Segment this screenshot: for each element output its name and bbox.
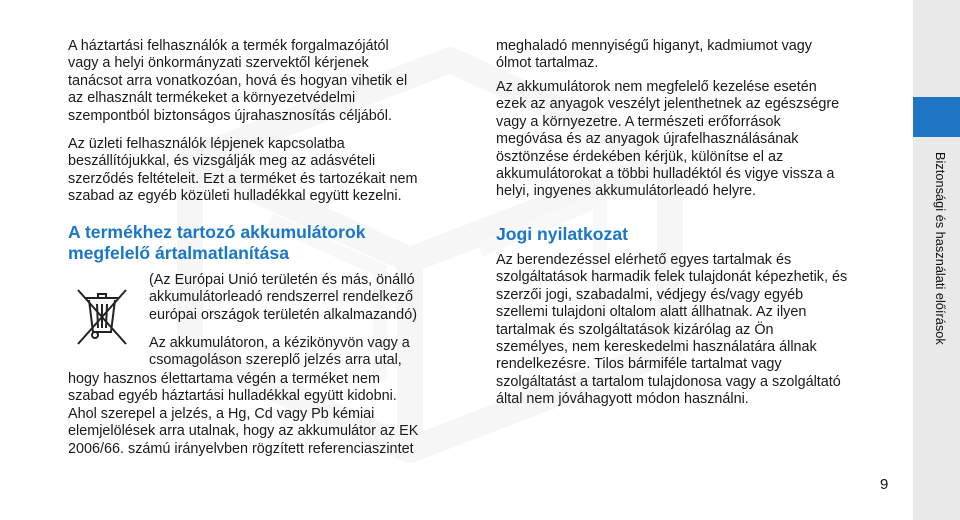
text-line: rendelkezésre. Tilos bármiféle tartalmat vagy <box>496 356 782 373</box>
paragraph-marking <box>68 371 418 458</box>
heading-line: megfelelő ártalmatlanítása <box>68 243 289 263</box>
text-line: szellemi tulajdoni oltalom alatt állhatnak. Az ilyen <box>496 304 807 321</box>
text-line: 2006/66. számú irányelvben rögzített referenciaszintet <box>68 440 414 457</box>
text-line: szabad az egyéb közületi hulladékkal együtt kezelni. <box>68 188 402 205</box>
paragraph-legal-notice <box>496 252 847 409</box>
text-line: tartalmak és szolgáltatások kizárólag az Ön <box>496 321 774 338</box>
text-line: szabad egyéb háztartási hulladékkal együtt kidobni. <box>68 388 397 405</box>
text-line: az elhasznált termékeket a környezetvédelmi <box>68 90 356 107</box>
text-line: helyi, ingyenes akkumulátorleadó helyre. <box>496 183 756 200</box>
text-line: vagy a helyi önkormányzati szervektől kérjenek <box>68 55 369 72</box>
text-line: által nem jóváhagyott módon használni. <box>496 391 749 408</box>
text-line: Az berendezéssel elérhető egyes tartalmak és <box>496 252 792 268</box>
paragraph-business-users <box>68 136 418 206</box>
crossed-out-wheelie-bin-icon <box>76 286 128 348</box>
page-number: 9 <box>880 476 889 493</box>
text-line: szolgáltatást a tartalom tulajdonosa vagy a szolgáltató <box>496 373 841 390</box>
text-line: tanácsot arra vonatkozóan, hová és hogyan vihetik el <box>68 72 408 89</box>
paragraph-eu-scope <box>149 272 417 324</box>
text-line: Az akkumulátoron, a kézikönyvön vagy a <box>149 335 410 351</box>
side-tab-marker <box>913 97 960 137</box>
paragraph-improper-handling <box>496 79 839 201</box>
heading-line: A termékhez tartozó akkumulátorok <box>68 222 366 242</box>
text-line: ösztönzése érdekében kérjük, különítse el az <box>496 148 784 165</box>
text-line: vagy a környezetre. A természeti erőforrások <box>496 113 781 130</box>
text-line: elemjelölések arra utalnak, hogy az akkumulátor az EK <box>68 423 419 440</box>
text-line: személyes, nem kereskedelmi használatára állnak <box>496 339 817 356</box>
text-line: beszállítójukkal, és vizsgálják meg az adásvételi <box>68 153 376 170</box>
paragraph-marking-indented <box>149 335 410 370</box>
section-heading-battery-disposal <box>68 222 366 264</box>
text-line: szolgáltatások harmadik felek tulajdonát képezhetik, és <box>496 269 848 286</box>
text-line: európai országok területén alkalmazandó) <box>149 306 417 323</box>
text-line: Ahol szerepel a jelzés, a Hg, Cd vagy Pb kémiai <box>68 405 375 422</box>
text-line: megóvása és az anyagok újrafelhasználásának <box>496 131 799 148</box>
section-heading-legal: Jogi nyilatkozat <box>496 224 628 244</box>
text-line: (Az Európai Unió területén és más, önálló <box>149 272 415 288</box>
text-line: akkumulátorleadó rendszerrel rendelkező <box>149 289 413 306</box>
paragraph-household-disposal <box>68 38 407 125</box>
paragraph-heavy-metals <box>496 38 812 73</box>
text-line: ezek az anyagok veszélyt jelenthetnek az egészségre <box>496 96 840 113</box>
text-line: meghaladó mennyiségű higanyt, kadmiumot vagy <box>496 38 812 54</box>
text-line: Az üzleti felhasználók lépjenek kapcsolatba <box>68 136 345 152</box>
text-line: hogy hasznos élettartama végén a terméket nem <box>68 371 380 387</box>
text-line: szerződés feltételeit. Ezt a terméket és tartozékait nem <box>68 170 418 187</box>
text-line: szempontból biztonságos újrahasznosítás céljából. <box>68 107 392 124</box>
side-tab-label: Biztonsági és használati előírások <box>933 152 948 345</box>
text-line: csomagoláson szereplő jelzés arra utal, <box>149 352 402 369</box>
text-line: A háztartási felhasználók a termék forgalmazójától <box>68 38 389 54</box>
text-line: Az akkumulátorok nem megfelelő kezelése esetén <box>496 79 817 95</box>
text-line: szerzői jogi, szabadalmi, védjegy és/vagy egyéb <box>496 286 804 303</box>
text-line: akkumulátorokat a többi hulladéktól és vigye vissza a <box>496 166 835 183</box>
text-line: ólmot tartalmaz. <box>496 55 599 72</box>
